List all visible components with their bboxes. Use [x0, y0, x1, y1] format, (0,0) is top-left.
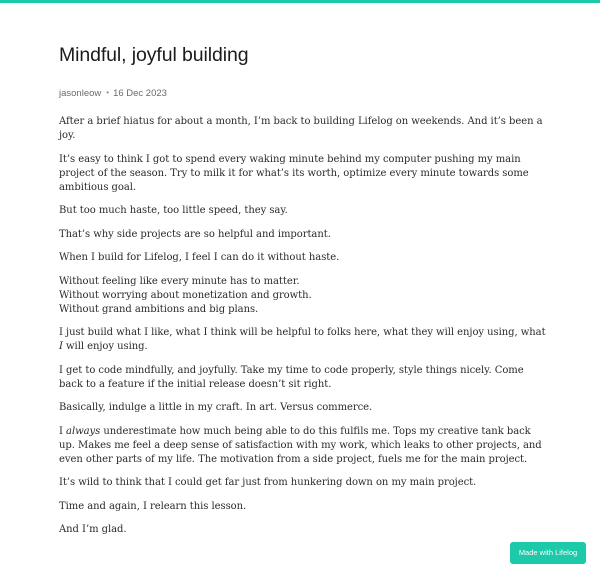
post-paragraph — [59, 476, 549, 490]
post-paragraph — [59, 275, 549, 317]
post-paragraph — [59, 425, 549, 467]
post-paragraph — [59, 251, 549, 265]
post-date: 16 Dec 2023 — [113, 88, 167, 99]
post-author[interactable]: jasonleow — [59, 88, 102, 99]
paragraph-line: Without worrying about monetization and growth. — [59, 289, 312, 301]
meta-separator-icon: • — [106, 88, 110, 97]
post-meta — [59, 88, 167, 99]
paragraph-text: will enjoy using. — [62, 341, 148, 352]
post-paragraph — [59, 500, 549, 514]
post-paragraph — [59, 153, 549, 195]
paragraph-line: I get to code mindfully, and joyfully. Take my time to code properly, style things nicely. Come back to a feature if the initial release doesn’t sit right. — [59, 364, 524, 390]
paragraph-line: But too much haste, too little speed, they say. — [59, 205, 288, 216]
post-paragraph — [59, 364, 549, 392]
post-title: Mindful, joyful building — [59, 44, 249, 66]
post-paragraph — [59, 523, 549, 537]
post-body — [59, 115, 549, 547]
paragraph-line: When I build for Lifelog, I feel I can do it without haste. — [59, 252, 340, 263]
paragraph-line: It’s easy to think I got to spend every waking minute behind my computer pushing my main project of the season. Try to milk it for what’s its worth, optimize every minute towards some ambitious goal. — [59, 153, 529, 193]
paragraph-text: I — [59, 425, 67, 437]
post-paragraph — [59, 326, 549, 354]
paragraph-text: underestimate how much being able to do this fulfils me. Tops my creative tank back up. Makes me feel a deep sense of satisfaction with my work, which leaks to other projects, and even other parts of my life. The motivation from a side project, fuels me for the main project. — [59, 425, 542, 465]
paragraph-line: After a brief hiatus for about a month, I’m back to building Lifelog on weekends. And it’s been a joy. — [59, 116, 543, 141]
paragraph-line: And I’m glad. — [59, 524, 127, 535]
paragraph-line: Without grand ambitions and big plans. — [59, 303, 259, 315]
paragraph-line: It’s wild to think that I could get far just from hunkering down on my main project. — [59, 477, 477, 488]
paragraph-line: Without feeling like every minute has to matter. — [59, 275, 300, 287]
paragraph-text: I just build what I like, what I think will be helpful to folks here, what they will enjoy using, what — [59, 327, 546, 338]
made-with-lifelog-button[interactable]: Made with Lifelog — [510, 542, 586, 564]
post-paragraph — [59, 228, 549, 242]
post-paragraph — [59, 204, 549, 218]
top-accent-bar — [0, 0, 600, 3]
paragraph-line: Basically, indulge a little in my craft. In art. Versus commerce. — [59, 402, 373, 413]
post-paragraph — [59, 401, 549, 415]
emphasis-text: always — [66, 425, 101, 437]
paragraph-line: Time and again, I relearn this lesson. — [59, 500, 247, 512]
emphasis-text: I — [59, 341, 63, 352]
post-paragraph — [59, 115, 549, 143]
paragraph-line: That’s why side projects are so helpful and important. — [59, 228, 331, 240]
